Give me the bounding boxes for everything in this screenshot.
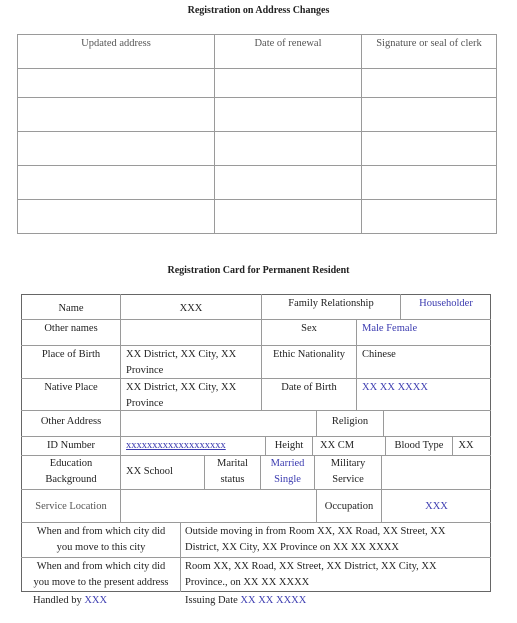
other-address-label: Other Address [40, 416, 102, 427]
education-label-line2: Background [45, 474, 97, 485]
header-updated-address: Updated address [81, 38, 151, 49]
moved-address-value-line2: Province., on XX XX XXXX [185, 577, 310, 588]
military-label-line2: Service [332, 474, 364, 485]
family-relationship-value: Householder [419, 298, 473, 309]
marital-label-line1: Marital [217, 458, 248, 469]
native-place-label: Native Place [44, 382, 98, 393]
blood-type-label: Blood Type [394, 440, 444, 451]
name-value: XXX [179, 303, 203, 314]
header-date-of-renewal: Date of renewal [254, 38, 322, 49]
marital-value-married: Married [270, 458, 305, 469]
date-of-birth-value: XX XX XXXX [362, 382, 428, 393]
marital-value-single: Single [274, 474, 301, 485]
occupation-label: Occupation [324, 501, 374, 512]
id-number-label: ID Number [46, 440, 96, 451]
place-of-birth-label: Place of Birth [41, 349, 101, 360]
height-value: XX CM [320, 440, 355, 451]
card-title: Registration Card for Permanent Resident [167, 265, 350, 276]
service-location-label: Service Location [35, 501, 107, 512]
ethic-nationality-label: Ethic Nationality [272, 349, 346, 360]
sex-label: Sex [301, 323, 317, 334]
ethic-nationality-value: Chinese [362, 349, 396, 360]
place-of-birth-value-line2: Province [126, 365, 164, 376]
handled-by-label: Handled by [33, 595, 82, 606]
marital-label-line2: status [220, 474, 245, 485]
header-signature-seal: Signature or seal of clerk [376, 38, 482, 49]
moved-address-label-line1: When and from which city did [36, 561, 166, 572]
place-of-birth-value-line1: XX District, XX City, XX [126, 349, 237, 360]
religion-label: Religion [331, 416, 369, 427]
date-of-birth-label: Date of Birth [281, 382, 337, 393]
occupation-value: XXX [425, 501, 448, 512]
moved-city-label-line1: When and from which city did [36, 526, 166, 537]
name-label: Name [58, 303, 84, 314]
native-place-value-line2: Province [126, 398, 164, 409]
education-label-line1: Education [49, 458, 93, 469]
blood-type-value: XX [458, 440, 474, 451]
native-place-value-line1: XX District, XX City, XX [126, 382, 237, 393]
handled-by-value: XXX [84, 595, 108, 606]
height-label: Height [274, 440, 304, 451]
moved-address-value-line1: Room XX, XX Road, XX Street, XX District, XX City, XX [185, 561, 437, 572]
family-relationship-label: Family Relationship [288, 298, 374, 309]
id-number-value: xxxxxxxxxxxxxxxxxxx [126, 440, 226, 451]
issuing-date-label: Issuing Date [185, 595, 238, 606]
moved-address-label-line2: you move to the present address [33, 577, 169, 588]
moved-city-label-line2: you move to this city [56, 542, 146, 553]
other-names-label: Other names [44, 323, 98, 334]
education-value: XX School [126, 466, 173, 477]
address-changes-title: Registration on Address Changes [187, 5, 330, 16]
issuing-date-value: XX XX XXXX [240, 595, 307, 606]
moved-city-value-line1: Outside moving in from Room XX, XX Road, XX Street, XX [185, 526, 446, 537]
handled-by [33, 592, 183, 609]
military-label-line1: Military [330, 458, 366, 469]
moved-city-value-line2: District, XX City, XX Province on XX XX XXXX [185, 542, 399, 553]
sex-value: Male Female [362, 323, 418, 334]
issuing-date [185, 592, 385, 609]
